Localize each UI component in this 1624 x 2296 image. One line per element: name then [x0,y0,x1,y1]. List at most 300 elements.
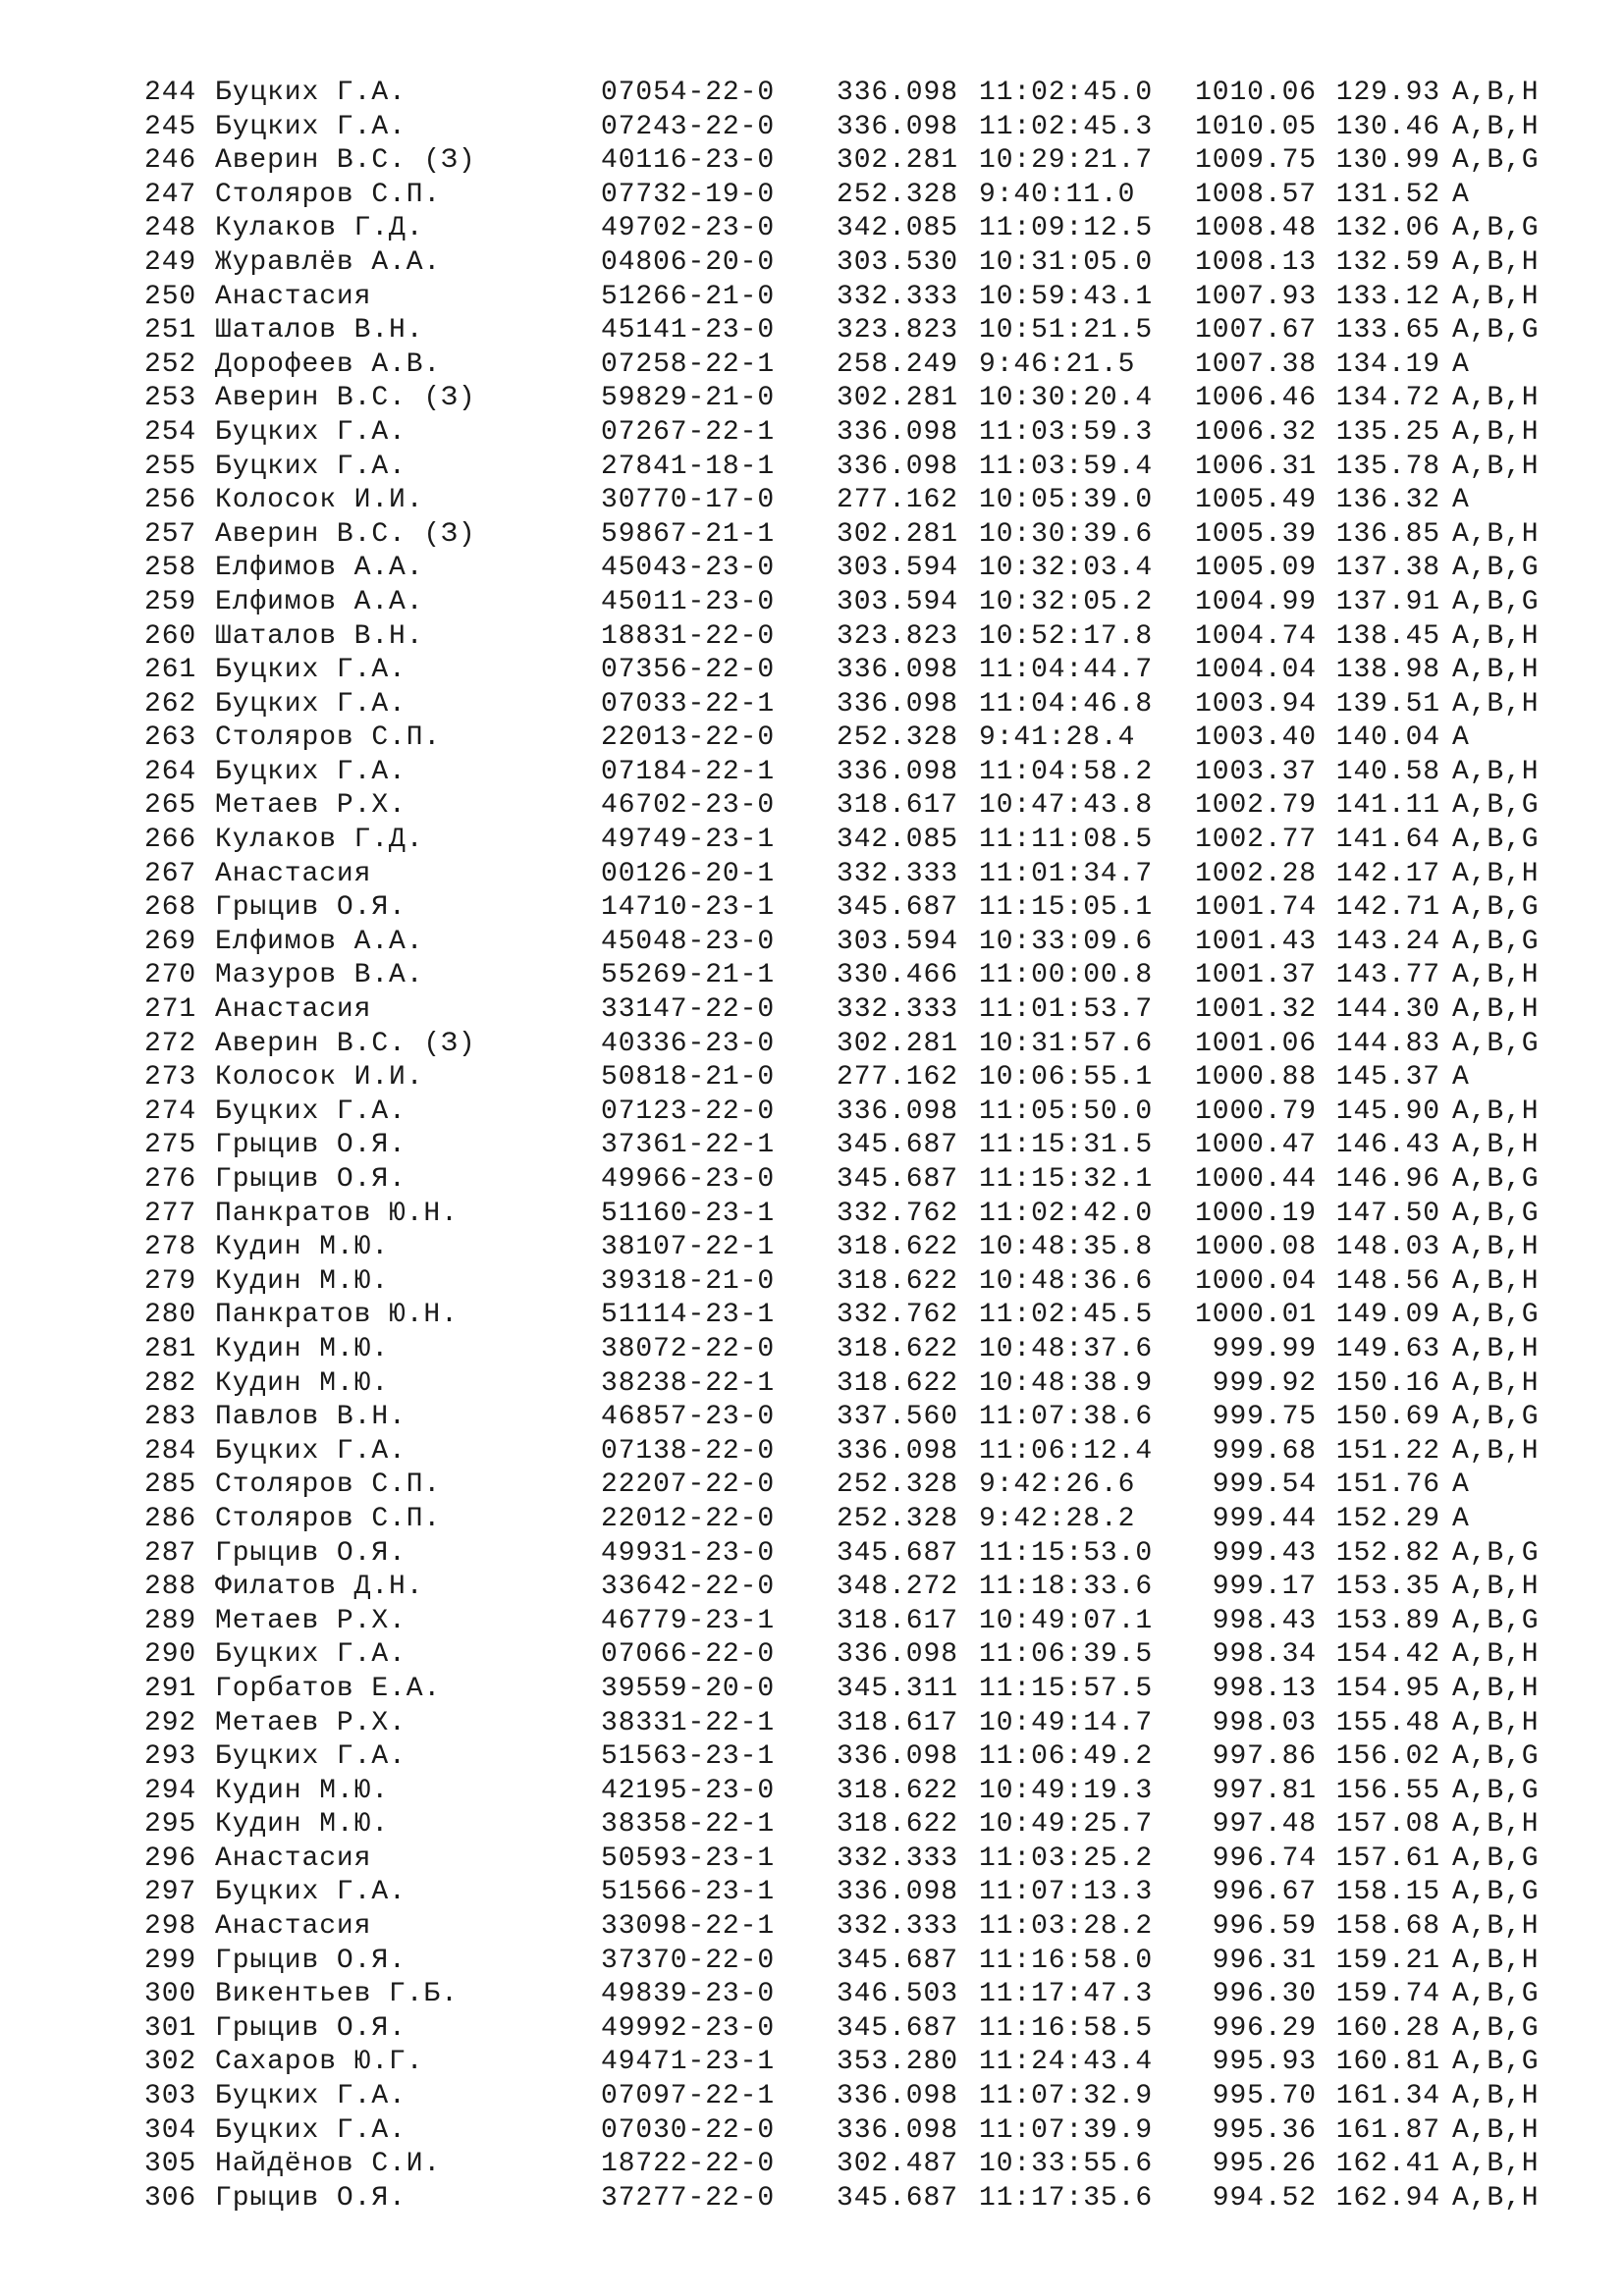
groups: A,B,H [1452,1673,1540,1704]
row-number: 259 [144,586,197,617]
fancier-name: Найдёнов С.И. [215,2149,442,2180]
table-row [144,314,1560,348]
arrival-time: 10:32:03.4 [979,553,1154,584]
table-row [144,77,1560,111]
ring-number: 50593-23-1 [601,1842,776,1874]
row-number: 292 [144,1707,197,1738]
distance: 303.594 [837,553,958,584]
speed: 999.92 [1212,1367,1317,1399]
speed: 996.30 [1212,1979,1317,2010]
arrival-time: 9:42:28.2 [979,1503,1136,1534]
ring-number: 07123-22-0 [601,1095,776,1127]
points: 162.94 [1335,2182,1440,2214]
fancier-name: Кулаков Г.Д. [215,825,424,856]
row-number: 281 [144,1333,197,1364]
row-number: 293 [144,1741,197,1773]
speed: 999.99 [1212,1333,1317,1364]
row-number: 265 [144,790,197,822]
speed: 996.74 [1212,1842,1317,1874]
distance: 345.687 [837,1945,958,1976]
distance: 336.098 [837,1095,958,1127]
table-row [144,756,1560,790]
distance: 342.085 [837,825,958,856]
fancier-name: Буцких Г.А. [215,1877,406,1908]
points: 138.98 [1335,655,1440,686]
row-number: 306 [144,2182,197,2214]
fancier-name: Столяров С.П. [215,722,442,754]
fancier-name: Горбатов Е.А. [215,1673,442,1704]
speed: 1000.88 [1195,1062,1317,1094]
groups: A [1452,722,1470,754]
distance: 345.687 [837,1537,958,1569]
fancier-name: Столяров С.П. [215,179,442,210]
speed: 1001.43 [1195,926,1317,957]
speed: 995.70 [1212,2081,1317,2112]
row-number: 301 [144,2012,197,2044]
distance: 277.162 [837,485,958,516]
speed: 996.67 [1212,1877,1317,1908]
points: 142.71 [1335,892,1440,924]
ring-number: 38107-22-1 [601,1232,776,1263]
arrival-time: 10:59:43.1 [979,281,1154,312]
points: 147.50 [1335,1198,1440,1229]
arrival-time: 10:29:21.7 [979,145,1154,177]
distance: 318.617 [837,1707,958,1738]
table-row [144,2148,1560,2182]
table-row [144,1198,1560,1232]
distance: 252.328 [837,722,958,754]
distance: 277.162 [837,1062,958,1094]
speed: 998.43 [1212,1605,1317,1636]
arrival-time: 9:40:11.0 [979,179,1136,210]
row-number: 296 [144,1842,197,1874]
distance: 353.280 [837,2047,958,2078]
arrival-time: 11:15:31.5 [979,1130,1154,1161]
points: 140.04 [1335,722,1440,754]
ring-number: 49749-23-1 [601,825,776,856]
ring-number: 37361-22-1 [601,1130,776,1161]
speed: 1001.06 [1195,1028,1317,1059]
fancier-name: Колосок И.И. [215,1062,424,1094]
fancier-name: Аверин В.С. (З) [215,518,476,550]
table-row [144,1808,1560,1842]
table-row [144,858,1560,892]
speed: 1008.13 [1195,246,1317,278]
row-number: 262 [144,688,197,720]
distance: 336.098 [837,451,958,482]
groups: A,B,H [1452,1639,1540,1671]
distance: 303.594 [837,586,958,617]
points: 139.51 [1335,688,1440,720]
distance: 303.594 [837,926,958,957]
points: 154.42 [1335,1639,1440,1671]
table-row [144,382,1560,416]
speed: 1000.47 [1195,1130,1317,1161]
speed: 995.26 [1212,2149,1317,2180]
groups: A,B,G [1452,1979,1540,2010]
table-row [144,2046,1560,2080]
arrival-time: 10:47:43.8 [979,790,1154,822]
fancier-name: Метаев Р.Х. [215,1707,406,1738]
table-row [144,1333,1560,1367]
distance: 332.333 [837,994,958,1026]
ring-number: 07030-22-0 [601,2114,776,2146]
ring-number: 49992-23-0 [601,2012,776,2044]
groups: A,B,G [1452,1300,1540,1331]
row-number: 288 [144,1572,197,1603]
speed: 999.17 [1212,1572,1317,1603]
ring-number: 49702-23-0 [601,213,776,244]
groups: A,B,G [1452,1164,1540,1195]
row-number: 304 [144,2114,197,2146]
arrival-time: 10:31:05.0 [979,246,1154,278]
groups: A,B,H [1452,2081,1540,2112]
groups: A [1452,179,1470,210]
distance: 348.272 [837,1572,958,1603]
ring-number: 50818-21-0 [601,1062,776,1094]
fancier-name: Анастасия [215,281,372,312]
fancier-name: Буцких Г.А. [215,688,406,720]
row-number: 264 [144,756,197,787]
ring-number: 07356-22-0 [601,655,776,686]
groups: A,B,G [1452,2012,1540,2044]
table-row [144,1707,1560,1741]
points: 135.78 [1335,451,1440,482]
fancier-name: Буцких Г.А. [215,655,406,686]
points: 134.72 [1335,383,1440,414]
table-row [144,1740,1560,1775]
groups: A,B,G [1452,1198,1540,1229]
arrival-time: 10:48:36.6 [979,1265,1154,1297]
fancier-name: Метаев Р.Х. [215,790,406,822]
groups: A,B,H [1452,1572,1540,1603]
ring-number: 38238-22-1 [601,1367,776,1399]
points: 161.87 [1335,2114,1440,2146]
table-row [144,1468,1560,1503]
arrival-time: 11:07:32.9 [979,2081,1154,2112]
distance: 318.622 [837,1775,958,1806]
points: 149.09 [1335,1300,1440,1331]
distance: 318.622 [837,1232,958,1263]
row-number: 254 [144,416,197,448]
groups: A,B,H [1452,416,1540,448]
speed: 1003.94 [1195,688,1317,720]
table-row [144,111,1560,145]
speed: 1008.48 [1195,213,1317,244]
row-number: 297 [144,1877,197,1908]
table-row [144,993,1560,1028]
arrival-time: 11:15:57.5 [979,1673,1154,1704]
ring-number: 07138-22-0 [601,1435,776,1467]
fancier-name: Анастасия [215,858,372,889]
points: 157.08 [1335,1809,1440,1841]
fancier-name: Панкратов Ю.Н. [215,1300,459,1331]
fancier-name: Буцких Г.А. [215,451,406,482]
arrival-time: 11:03:59.3 [979,416,1154,448]
row-number: 276 [144,1164,197,1195]
arrival-time: 11:01:34.7 [979,858,1154,889]
arrival-time: 10:31:57.6 [979,1028,1154,1059]
speed: 995.93 [1212,2047,1317,2078]
speed: 1004.04 [1195,655,1317,686]
arrival-time: 11:17:47.3 [979,1979,1154,2010]
table-row [144,891,1560,926]
points: 162.41 [1335,2149,1440,2180]
speed: 1005.39 [1195,518,1317,550]
ring-number: 33642-22-0 [601,1572,776,1603]
fancier-name: Сахаров Ю.Г. [215,2047,424,2078]
speed: 997.48 [1212,1809,1317,1841]
table-row [144,1775,1560,1809]
groups: A,B,H [1452,1707,1540,1738]
fancier-name: Мазуров В.А. [215,960,424,991]
speed: 1010.05 [1195,111,1317,142]
ring-number: 51114-23-1 [601,1300,776,1331]
distance: 336.098 [837,1639,958,1671]
table-row [144,1910,1560,1945]
points: 132.59 [1335,246,1440,278]
points: 144.30 [1335,994,1440,1026]
row-number: 300 [144,1979,197,2010]
distance: 336.098 [837,111,958,142]
distance: 252.328 [837,1503,958,1534]
table-row [144,2182,1560,2216]
groups: A,B,G [1452,1842,1540,1874]
points: 146.43 [1335,1130,1440,1161]
points: 155.48 [1335,1707,1440,1738]
arrival-time: 10:49:07.1 [979,1605,1154,1636]
ring-number: 42195-23-0 [601,1775,776,1806]
distance: 302.281 [837,518,958,550]
fancier-name: Грыцив О.Я. [215,892,406,924]
fancier-name: Кудин М.Ю. [215,1809,390,1841]
points: 158.68 [1335,1911,1440,1943]
arrival-time: 11:06:12.4 [979,1435,1154,1467]
distance: 336.098 [837,688,958,720]
arrival-time: 11:02:42.0 [979,1198,1154,1229]
row-number: 246 [144,145,197,177]
points: 158.15 [1335,1877,1440,1908]
groups: A,B,H [1452,2114,1540,2146]
distance: 336.098 [837,655,958,686]
row-number: 294 [144,1775,197,1806]
table-row [144,518,1560,553]
speed: 1001.74 [1195,892,1317,924]
ring-number: 18722-22-0 [601,2149,776,2180]
arrival-time: 11:04:46.8 [979,688,1154,720]
row-number: 245 [144,111,197,142]
distance: 346.503 [837,1979,958,2010]
fancier-name: Кудин М.Ю. [215,1775,390,1806]
groups: A,B,G [1452,1537,1540,1569]
points: 137.91 [1335,586,1440,617]
speed: 1004.74 [1195,620,1317,652]
distance: 336.098 [837,78,958,108]
points: 159.21 [1335,1945,1440,1976]
speed: 1002.28 [1195,858,1317,889]
distance: 336.098 [837,756,958,787]
table-row [144,144,1560,179]
points: 145.37 [1335,1062,1440,1094]
points: 133.65 [1335,315,1440,347]
table-row [144,281,1560,315]
points: 160.81 [1335,2047,1440,2078]
ring-number: 07033-22-1 [601,688,776,720]
groups: A,B,G [1452,790,1540,822]
row-number: 275 [144,1130,197,1161]
row-number: 302 [144,2047,197,2078]
ring-number: 33147-22-0 [601,994,776,1026]
speed: 1002.77 [1195,825,1317,856]
distance: 336.098 [837,1877,958,1908]
groups: A,B,H [1452,1333,1540,1364]
groups: A,B,G [1452,1402,1540,1433]
distance: 318.622 [837,1333,958,1364]
points: 130.99 [1335,145,1440,177]
speed: 1006.46 [1195,383,1317,414]
fancier-name: Елфимов А.А. [215,586,424,617]
speed: 1000.19 [1195,1198,1317,1229]
distance: 345.687 [837,2012,958,2044]
groups: A,B,H [1452,518,1540,550]
fancier-name: Шаталов В.Н. [215,315,424,347]
points: 140.58 [1335,756,1440,787]
table-row [144,552,1560,586]
ring-number: 40336-23-0 [601,1028,776,1059]
groups: A,B,G [1452,586,1540,617]
speed: 996.31 [1212,1945,1317,1976]
groups: A,B,G [1452,1028,1540,1059]
row-number: 286 [144,1503,197,1534]
groups: A [1452,1062,1470,1094]
points: 152.29 [1335,1503,1440,1534]
distance: 332.333 [837,1911,958,1943]
groups: A,B,H [1452,2182,1540,2214]
row-number: 253 [144,383,197,414]
row-number: 280 [144,1300,197,1331]
fancier-name: Елфимов А.А. [215,926,424,957]
table-row [144,789,1560,824]
table-row [144,2012,1560,2047]
row-number: 284 [144,1435,197,1467]
groups: A,B,H [1452,1095,1540,1127]
row-number: 278 [144,1232,197,1263]
ring-number: 39318-21-0 [601,1265,776,1297]
fancier-name: Кулаков Г.Д. [215,213,424,244]
table-row [144,1605,1560,1639]
arrival-time: 11:04:44.7 [979,655,1154,686]
arrival-time: 10:48:38.9 [979,1367,1154,1399]
distance: 252.328 [837,179,958,210]
speed: 1003.37 [1195,756,1317,787]
arrival-time: 11:02:45.3 [979,111,1154,142]
groups: A,B,H [1452,655,1540,686]
speed: 1005.49 [1195,485,1317,516]
fancier-name: Столяров С.П. [215,1469,442,1501]
fancier-name: Буцких Г.А. [215,1095,406,1127]
fancier-name: Грыцив О.Я. [215,2182,406,2214]
points: 145.90 [1335,1095,1440,1127]
arrival-time: 11:03:28.2 [979,1911,1154,1943]
ring-number: 38331-22-1 [601,1707,776,1738]
arrival-time: 10:30:39.6 [979,518,1154,550]
points: 153.35 [1335,1572,1440,1603]
table-row [144,824,1560,858]
distance: 302.281 [837,383,958,414]
table-row [144,1163,1560,1198]
groups: A,B,H [1452,620,1540,652]
speed: 1000.08 [1195,1232,1317,1263]
groups: A,B,H [1452,688,1540,720]
fancier-name: Грыцив О.Я. [215,1164,406,1195]
table-row [144,1876,1560,1910]
row-number: 272 [144,1028,197,1059]
speed: 996.29 [1212,2012,1317,2044]
distance: 323.823 [837,620,958,652]
table-row [144,1265,1560,1300]
distance: 258.249 [837,348,958,380]
table-row [144,1299,1560,1333]
ring-number: 49839-23-0 [601,1979,776,2010]
table-row [144,1401,1560,1435]
distance: 336.098 [837,416,958,448]
speed: 1000.04 [1195,1265,1317,1297]
row-number: 277 [144,1198,197,1229]
row-number: 291 [144,1673,197,1704]
arrival-time: 11:03:59.4 [979,451,1154,482]
row-number: 282 [144,1367,197,1399]
arrival-time: 10:49:25.7 [979,1809,1154,1841]
table-row [144,586,1560,620]
points: 132.06 [1335,213,1440,244]
groups: A [1452,485,1470,516]
speed: 1007.67 [1195,315,1317,347]
ring-number: 07243-22-0 [601,111,776,142]
arrival-time: 11:16:58.0 [979,1945,1154,1976]
row-number: 266 [144,825,197,856]
distance: 323.823 [837,315,958,347]
groups: A [1452,348,1470,380]
points: 152.82 [1335,1537,1440,1569]
arrival-time: 10:49:14.7 [979,1707,1154,1738]
row-number: 258 [144,553,197,584]
fancier-name: Кудин М.Ю. [215,1367,390,1399]
ring-number: 30770-17-0 [601,485,776,516]
speed: 1001.37 [1195,960,1317,991]
speed: 1006.31 [1195,451,1317,482]
groups: A,B,H [1452,2149,1540,2180]
row-number: 271 [144,994,197,1026]
arrival-time: 11:16:58.5 [979,2012,1154,2044]
speed: 997.81 [1212,1775,1317,1806]
fancier-name: Буцких Г.А. [215,2081,406,2112]
points: 151.22 [1335,1435,1440,1467]
fancier-name: Буцких Г.А. [215,1741,406,1773]
row-number: 303 [144,2081,197,2112]
points: 148.03 [1335,1232,1440,1263]
distance: 318.617 [837,1605,958,1636]
speed: 1000.01 [1195,1300,1317,1331]
ring-number: 37277-22-0 [601,2182,776,2214]
groups: A,B,G [1452,825,1540,856]
fancier-name: Буцких Г.А. [215,78,406,108]
row-number: 255 [144,451,197,482]
groups: A,B,H [1452,1232,1540,1263]
ring-number: 07054-22-0 [601,78,776,108]
groups: A,B,H [1452,994,1540,1026]
speed: 999.68 [1212,1435,1317,1467]
row-number: 263 [144,722,197,754]
